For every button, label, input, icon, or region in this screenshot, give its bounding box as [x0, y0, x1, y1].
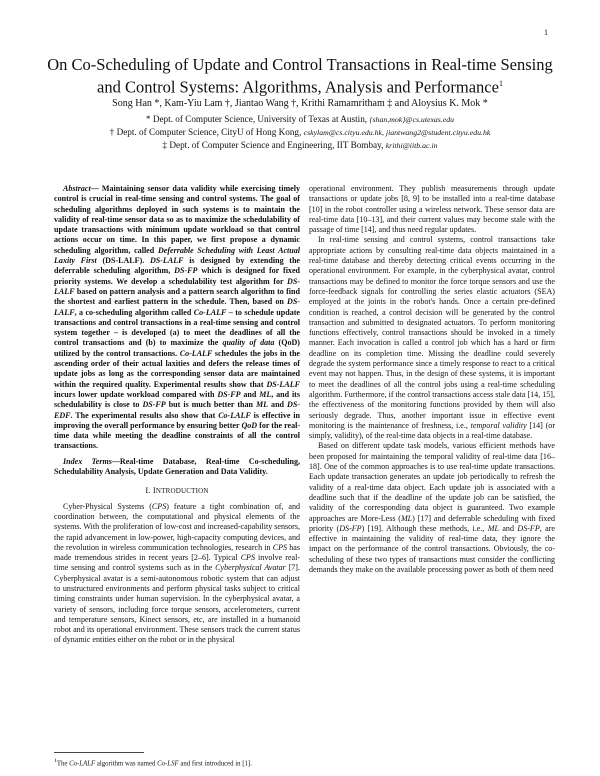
abstract-text: schedules the jobs in the ascending order of their actual laxities and defers the release times of update jobs as long as the corresponding sensor data are maintained within the required quality. Experimental results show that	[54, 348, 300, 389]
abstract-term: DS-FP	[142, 400, 166, 410]
body-text: Based on different update task models, various efficient methods have been proposed for maintaining the temporal validity of real-time data [16–18]. One of the common approaches is to use real-time update transactions. Each update transaction generates an update job periodically to refresh the validity of a real-time data object. Each update job is associated with a deadline such that if the deadline of the update job can be satisfied, the validity of the corresponding data object is guaranteed. Two example approaches are More-Less (	[309, 441, 555, 523]
body-term: ML	[400, 513, 413, 523]
index-terms	[54, 457, 300, 478]
body-paragraph	[309, 235, 555, 441]
section-rest: NTRODUCTION	[155, 487, 209, 496]
author-list: Song Han *, Kam-Yiu Lam †, Jiantao Wang †, Krithi Ramamritham ‡ and Aloysius K. Mok *	[112, 98, 488, 109]
paper-title	[40, 55, 560, 97]
abstract-text: — Maintaining sensor data validity while exercising timely control is crucial in real-time sensing and control systems. The goal of scheduling algorithms deployed in such systems is to maintain the validity of real-time sensor data so as to maximize the schedulability of update transactions with minimum update workload so that control actions occur on time. In this paper, we first propose a dynamic scheduling algorithm, called	[54, 184, 300, 255]
abstract-text: which is designed for fixed priority systems. We develop a schedulability test algorithm for	[54, 266, 300, 286]
body-term: Cyberphysical Avatar	[215, 563, 286, 573]
body-paragraph: operational environment. They publish measurements through update transactions or update jobs [8, 9] to be installed into a real-time database [10] in the robot controller using a wireless network. These sensor data are real-time data [10–13], and their current values may become stale with the passage of time [14], and thus need regular updates.	[309, 184, 555, 235]
affiliation-text: * Dept. of Computer Science, University of Texas at Austin,	[145, 114, 370, 124]
affiliation-email: {shan,mok}@cs.utexas.edu	[369, 115, 455, 124]
body-term: CPS	[240, 553, 255, 563]
abstract-term: DS-LALF	[54, 276, 300, 296]
intro-paragraph	[54, 502, 300, 646]
footnote-mark: 1	[54, 758, 57, 764]
footnote-rule	[54, 752, 144, 753]
affiliation-1	[40, 113, 560, 126]
footnote-term: Co-LALF	[69, 760, 96, 768]
section-heading-introduction	[54, 486, 300, 496]
body-text: involve real-time sensing and control systems such as in the	[54, 553, 300, 573]
left-column	[54, 184, 300, 646]
footnote-term: Co-LSF	[157, 760, 179, 768]
abstract-term: QoD	[241, 420, 258, 430]
abstract-term: quality of data	[222, 338, 275, 348]
abstract-text: incurs lower update workload compared with	[54, 389, 218, 399]
affiliation-text: † Dept. of Computer Science, CityU of Hong Kong,	[109, 127, 304, 137]
index-terms-text: —Real-time Database, Real-time Co-scheduling, Schedulability Analysis, Update Generation and Data Validity.	[54, 456, 300, 477]
abstract-term: ML	[259, 389, 272, 399]
abstract-term: ML	[255, 400, 269, 410]
abstract-text: and	[268, 400, 288, 410]
abstract-text: – to schedule update transactions and control transactions in a real-time sensing and control system together – is developed (a) to meet the deadlines of all the control transactions and (b) to maximize the	[54, 307, 301, 348]
body-term: temporal validity	[470, 420, 527, 430]
abstract-term: Deferrable Scheduling with Least Actual Laxity First	[54, 245, 300, 266]
abstract	[54, 184, 300, 452]
abstract-term: Co-LALF	[179, 348, 213, 358]
body-paragraph	[309, 441, 555, 575]
body-term: CPS	[151, 501, 167, 511]
abstract-text: . The experimental results also show that	[70, 410, 219, 420]
abstract-text: , and its schedulability is close to	[54, 389, 300, 410]
page-number: 1	[544, 28, 548, 37]
title-text: On Co-Scheduling of Update and Control Transactions in Real-time Sensing and Control Systems: Algorithms, Analysis and Performance	[47, 55, 553, 97]
abstract-text: but is much better than	[165, 400, 256, 410]
body-text: , are effective in maintaining the validity of real-time data, they ignore the impact on the performance of the control transactions. Obviously, the co-scheduling of these two types of transactions must consider the conflicting demands they make on the available processing power as both of them need	[309, 523, 555, 574]
abstract-label: Abstract	[63, 184, 91, 193]
abstract-term: DS-EDF	[54, 400, 301, 420]
footnote-text: and first introduced in [1].	[178, 760, 252, 768]
footnote-text: algorithm was named	[95, 760, 158, 768]
affiliation-email: cskylam@cs.cityu.edu.hk, jiantwang2@student.cityu.edu.hk	[303, 128, 491, 137]
body-text: and	[498, 523, 518, 533]
affiliation-3	[40, 139, 560, 152]
body-text: has made tremendous strides in recent years [2–6]. Typical	[54, 542, 300, 563]
body-text: In real-time sensing and control systems, control transactions take appropriate actions by consulting real-time data objects maintained in a real-time database and thereby detecting critical events occurring in the operational environment. For example, in the cyberphysical avatar, control transactions may be defined to monitor the force torque sensors and use the force-feedback signals for controlling the series elastic actuators (SEA) employed at the joints in the robot's hands. Once a certain pre-defined condition is reached, a control decision will be generated by the control transaction and submitted to designated actuators. To perform monitoring functions effectively, control transactions should be invoked in a timely manner. Each invocation is called a control job which has a hard or firm deadline on its completion time. Missing the deadline could severely degrade the system performance since a timely response to react to a critical event may not happen. Thus, in the design of these systems, it is important to meet the deadlines of all the control jobs using a real-time scheduling algorithm. Furthermore, if the control transactions access stale data [14, 15], the effectiveness of the monitoring functions provided by them will also seriously degrade. Thus, another important issue in effective event monitoring is the maintenance of freshness, i.e.,	[309, 235, 555, 430]
body-term: DS-FP	[339, 523, 362, 533]
footnote	[54, 757, 300, 768]
abstract-text: is designed by extending the deferrable scheduling algorithm,	[54, 256, 300, 276]
body-term: CPS	[272, 542, 288, 552]
abstract-text: (QoD) utilized by the control transactions.	[54, 338, 300, 358]
abstract-text: and	[240, 389, 260, 399]
section-numeral: I.	[145, 486, 153, 496]
abstract-term: DS-LALF	[54, 297, 300, 317]
abstract-text: (DS-LALF).	[96, 256, 150, 266]
abstract-text: is effective in improving the overall performance by ensuring better	[54, 410, 300, 430]
affiliation-text: ‡ Dept. of Computer Science and Engineering, IIT Bombay,	[162, 140, 386, 150]
abstract-term: DS-LALF	[266, 379, 300, 389]
abstract-term: Co-LALF	[218, 410, 251, 420]
body-text: [7]. Cyberphysical avatar is a semi-autonomous robotic system that can adjust to unstructured environments and perform physical tasks subject to critical timing constraints under human supervision. In the cyberphysical avatar, a variety of sensors, including force torque sensors, accelerometers, current and temperature sensors, Kinect sensors, etc, are installed in a humanoid robot and its operational environment. These sensors track the current status of dynamic entities either on the robot or in the physical	[54, 563, 300, 645]
body-term: ML	[487, 523, 499, 533]
abstract-term: DS-LALF	[149, 256, 184, 266]
right-column	[309, 184, 555, 575]
title-footnote-mark: 1	[498, 79, 503, 88]
body-text: ) feature a tight combination of, and coordination between, the computational and physical elements of the systems. With the proliferation of low-cost and increased-capability sensors, the rapid advancement in low-power, high-capacity computing devices, and the revolution in wireless communication technologies, research in	[54, 501, 301, 552]
affiliation-2	[40, 126, 560, 139]
section-first-letter: I	[152, 486, 156, 496]
index-terms-label: Index Terms	[63, 456, 112, 466]
abstract-term: DS-FP	[174, 266, 198, 276]
body-text: Cyber-Physical Systems (	[63, 501, 152, 511]
abstract-text: , a co-scheduling algorithm called	[74, 307, 194, 317]
abstract-text: based on pattern analysis and a pattern search algorithm to find the shortest and earliest pattern in the schedule. Then, based on	[54, 286, 300, 307]
abstract-term: Co-LALF	[193, 307, 227, 317]
body-term: DS-FP	[517, 523, 540, 533]
affiliation-email: krithi@iitb.ac.in	[385, 141, 438, 150]
abstract-term: DS-FP	[217, 389, 241, 399]
body-text: [14] (or simply, validity), of the real-time data objects in a real-time database.	[309, 420, 556, 441]
footnote-text: The	[56, 760, 70, 768]
body-text: ) [19]. Although these methods, i.e.,	[361, 523, 488, 533]
body-text: ) [17] and deferrable scheduling with fixed priority (	[309, 513, 555, 533]
abstract-text: for the real-time data while meeting the deadline constraints of all the control transactions.	[54, 420, 301, 451]
